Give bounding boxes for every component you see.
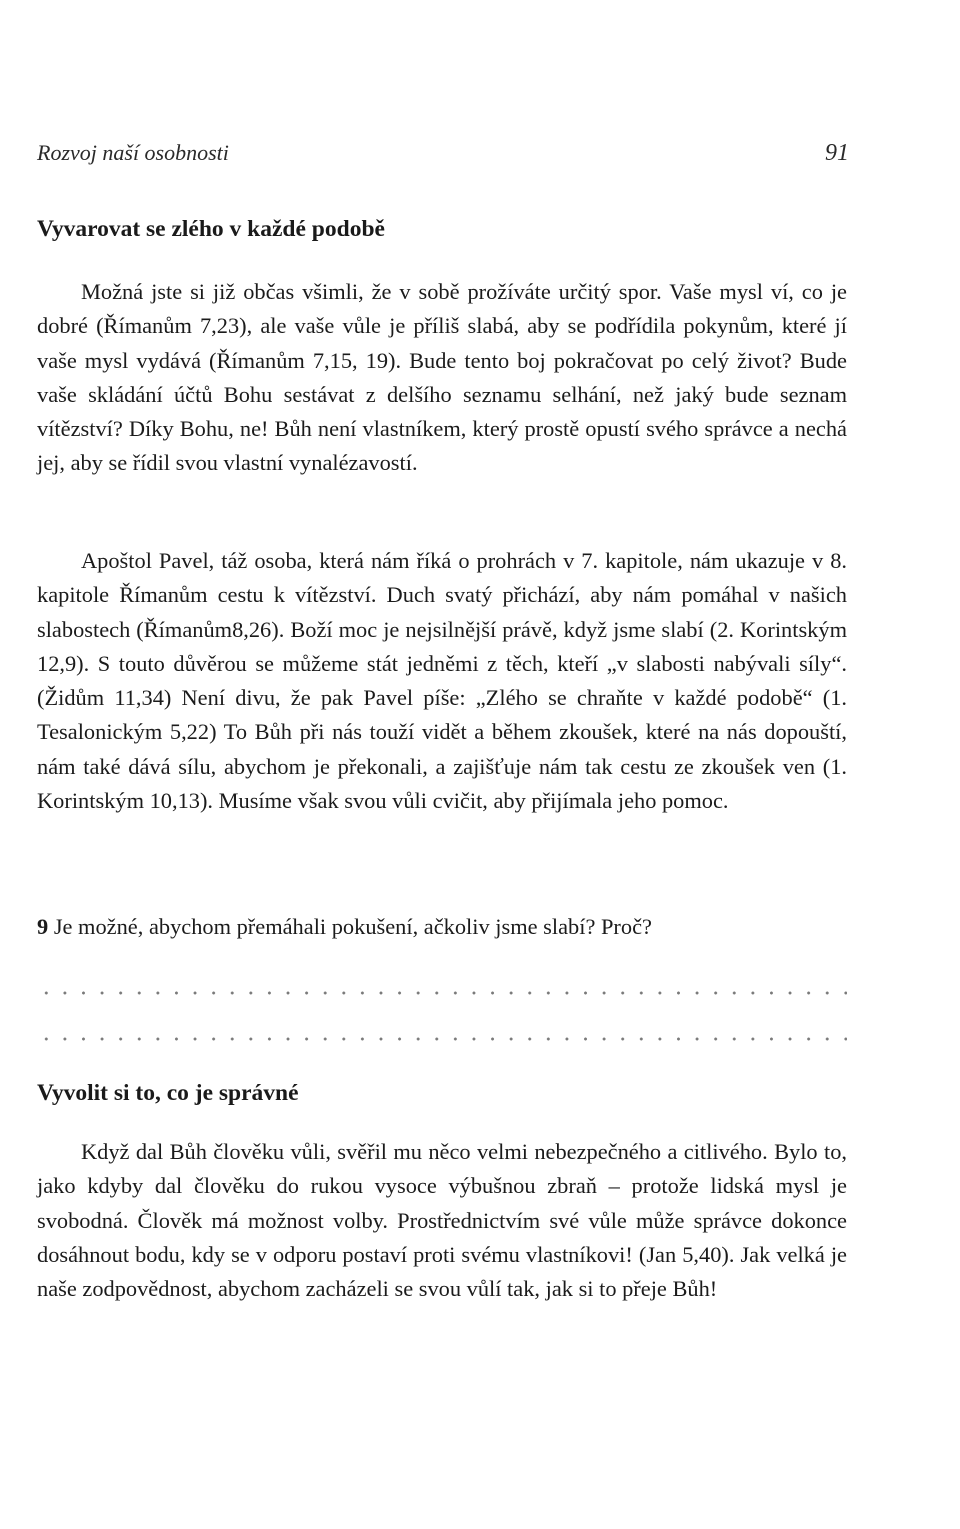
page-number: 91 (825, 140, 849, 166)
running-header (37, 140, 847, 167)
study-question (37, 910, 847, 944)
paragraph-apostle-paul: Apoštol Pavel, táž osoba, která nám říká o prohrách v 7. kapitole, nám ukazuje v 8. kapitole Římanům cestu k vítězství. Duch svatý přichází, aby nám pomáhal v našich slabostech (Římanům8,26). Boží moc je nejsilnější právě, když jsme slabí (2. Korintským 12,9). S touto důvěrou se můžeme stát jedněmi z těch, kteří „v slabosti nabývali síly“. (Židům 11,34) Není divu, že pak Pavel píše: „Zlého se chraňte v každé podobě“ (1. Tesalonickým 5,22) To Bůh při nás touží vidět a během zkoušek, které na nás dopouští, nám také dává sílu, abychom je překonali, a zajišťuje nám tak cestu ze zkoušek ven (1. Korintským 10,13). Musíme však svou vůli cvičit, aby přijímala jeho pomoc. (37, 548, 847, 814)
question-text: Je možné, abychom přemáhali pokušení, ačkoliv jsme slabí? Proč? (53, 914, 652, 939)
answer-line-2 (37, 1036, 847, 1042)
section-heading-choose-right: Vyvolit si to, co je správné (37, 1080, 299, 1106)
answer-line-1 (37, 990, 847, 996)
chapter-title: Rozvoj naší osobnosti (37, 140, 229, 165)
section-heading-avoid-evil: Vyvarovat se zlého v každé podobě (37, 216, 385, 242)
book-page (37, 0, 847, 1529)
paragraph-free-will: Když dal Bůh člověku vůli, svěřil mu něco velmi nebezpečného a citlivého. Bylo to, jako kdyby dal člověku do rukou vysoce výbušnou zbraň – protože lidská mysl je svobodná. Člověk má možnost volby. Prostřednictvím své vůle může správce dokonce dosáhnout bodu, kdy se v odporu postaví proti svému vlastníkovi! (Jan 5,40). Jak velká je naše zodpovědnost, abychom zacházeli se svou vůlí tak, jak si to přeje Bůh! (37, 1139, 847, 1302)
question-number: 9 (37, 914, 49, 939)
paragraph-inner-conflict: Možná jste si již občas všimli, že v sobě prožíváte určitý spor. Vaše mysl ví, co je dobré (Římanům 7,23), ale vaše vůle je příliš slabá, aby se podřídila pokynům, které jí vaše mysl vydává (Římanům 7,15, 19). Bude tento boj pokračovat po celý život? Bude vaše skládání účtů Bohu sestávat z delšího seznamu selhání, než jaký bude seznam vítězství? Díky Bohu, ne! Bůh není vlastníkem, který prostě opustí svého správce a nechá jej, aby se řídil svou vlastní vynalézavostí. (37, 279, 847, 476)
